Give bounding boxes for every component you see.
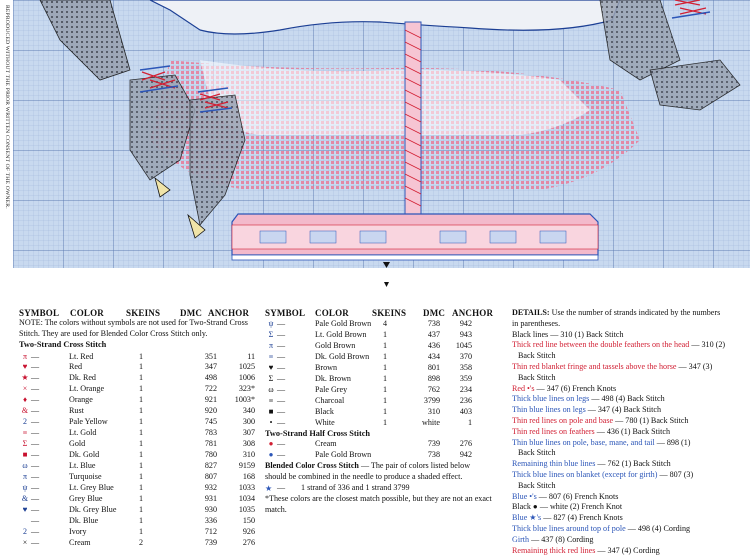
color-name: Orange [69,395,93,405]
symbol: 2 [23,526,27,536]
color-name: Gold Brown [315,340,356,350]
dash: — [31,439,40,449]
detail-line: Thin red lines on feathers — 436 (1) Back Stitch [512,426,671,436]
color-note: NOTE: The colors without symbols are not used for Two-Strand Cross Stitch. They are used for Blended Color Cross Stitch only. [19,318,248,338]
skeins: 1 [139,384,144,394]
symbol: & [21,406,29,416]
anchor-number: 323* [238,384,255,394]
header-skeins: SKEINS [126,308,161,318]
dmc-number: 921 [204,395,217,405]
dmc-number: 3799 [423,395,440,405]
symbol: • [269,417,273,427]
blended-text-2: should be combined in the needle to produce a shaded effect. [265,471,463,481]
anchor-number: 276 [242,537,255,547]
detail-line: Thin blue lines on legs — 347 (4) Back Stitch [512,405,662,415]
dash: — [31,504,40,514]
dmc-number: 351 [204,351,217,361]
header-color: COLOR [70,308,105,318]
dash: — [31,526,40,536]
dmc-number: 930 [204,504,217,514]
header-anchor-2: ANCHOR [452,308,494,318]
skeins: 1 [139,351,144,361]
skeins: 1 [383,395,388,405]
header-dmc: DMC [180,308,203,318]
dash: — [277,417,286,427]
skeins: 1 [383,373,388,383]
dmc-number: 783 [204,428,217,438]
color-name: Dk. Gold [69,450,100,460]
dash: — [277,406,286,416]
skeins: 1 [139,493,144,503]
dash: — [277,449,286,459]
color-name: Lt. Blue [69,461,96,470]
blended-row-text: 1 strand of 336 and 1 strand 3799 [301,483,410,492]
dmc-number: 762 [427,384,440,394]
color-name: Dk. Brown [315,373,351,383]
skeins: 1 [383,406,388,416]
details-intro-1: Use the number of strands indicated by the numbers [549,308,721,317]
skeins: 1 [383,417,388,427]
symbol: ● [268,449,274,459]
detail-line: Thin red lines on pole and base — 780 (1) Back Stitch [512,415,689,425]
dash: — [31,362,40,372]
dash: — [31,373,40,383]
color-name: Lt. Orange [69,384,105,394]
detail-line: Girth — 437 (8) Cording [512,534,594,544]
color-name: Lt. Gold Brown [315,329,367,339]
anchor-number: 1035 [238,504,255,514]
footnote: *These colors are the closest match possible, but they are not an exact match. [265,494,492,514]
dash: — [277,439,286,448]
anchor-number: 276 [459,439,472,448]
color-name: Rust [69,406,84,416]
dash: — [277,340,286,350]
skeins: 1 [139,482,144,492]
skeins: 1 [139,526,144,536]
color-name: Charcoal [315,395,345,405]
anchor-number: 943 [459,329,472,339]
anchor-number: 9159 [238,461,255,470]
anchor-number: 359 [459,373,472,383]
color-name: White [315,417,335,427]
header-skeins-2: SKEINS [372,308,407,318]
skeins: 1 [139,362,144,372]
blended-title: Blended Color Cross Stitch [265,461,359,470]
dmc-number: 436 [427,340,440,350]
skeins: 1 [139,515,144,525]
color-name: Pale Grey [315,384,348,394]
symbol: ≡ [268,395,274,405]
symbol: ♥ [22,362,28,372]
anchor-number: 234 [459,384,472,394]
dmc-number: 310 [427,406,440,416]
dash: — [31,428,40,438]
detail-line: Back Stitch [518,351,556,361]
dmc-number: 738 [427,449,440,459]
color-name: Cream [315,439,337,448]
color-name: Pale Gold Brown [315,319,372,328]
symbol: ■ [268,406,274,416]
anchor-number: 358 [459,362,472,372]
symbol: ♦ [22,395,28,405]
anchor-number: 1033 [238,482,255,492]
symbol: × [22,537,28,547]
blended-description [265,461,505,482]
dash: — [31,515,40,525]
skeins: 1 [383,329,388,339]
details-title: DETAILS: [512,308,550,317]
skeins: 1 [383,384,388,394]
dash: — [277,373,286,383]
detail-line: Back Stitch [518,480,556,490]
color-name: Pale Yellow [69,417,108,427]
detail-line: Thin red blanket fringe and tassels above the horse — 347 (3) [512,361,713,371]
dmc-number: 780 [204,450,217,460]
symbol: ★ [21,373,29,383]
anchor-number: 307 [242,428,255,438]
anchor-number: 1034 [238,493,255,503]
color-name: Lt. Red [69,351,94,361]
dmc-number: 498 [204,373,217,383]
dash: — [277,384,286,394]
detail-line: Back Stitch [518,372,556,382]
symbol: ≡ [22,428,28,438]
dash: — [31,461,40,470]
symbol: ♥ [22,504,28,514]
detail-line: Thick red line between the double feathers on the head — 310 (2) [512,340,726,350]
skeins: 2 [139,537,144,547]
dmc-number: 781 [204,439,217,449]
color-name: Brown [315,362,338,372]
detail-line: Blue ★'s — 827 (4) French Knots [512,513,623,523]
skeins: 1 [383,351,388,361]
header-dmc-2: DMC [423,308,446,318]
anchor-number: 942 [459,319,472,328]
symbol: & [21,493,29,503]
symbol: Σ [268,373,274,383]
color-name: Turquoise [69,471,102,481]
header-anchor: ANCHOR [208,308,250,318]
dmc-number: 738 [427,319,440,328]
symbol: × [22,384,28,394]
skeins: 1 [139,395,144,405]
dash: — [31,450,40,460]
symbol: ■ [22,450,28,460]
copyright-vertical-text: REPRODUCED WITHOUT THE PRIOR WRITTEN CONSENT OF THE OWNER. [4,5,10,209]
color-name: Pale Gold Brown [315,449,372,459]
detail-line: Black lines — 310 (1) Back Stitch [512,329,624,339]
dmc-number: 827 [204,461,217,470]
dash: — [277,362,286,372]
skeins: 1 [139,373,144,383]
skeins: 1 [139,439,144,449]
dash: — [31,493,40,503]
header-color-2: COLOR [315,308,350,318]
symbol: Σ [22,439,28,449]
color-name: Dk. Grey Blue [69,504,117,514]
anchor-number: 310 [242,450,255,460]
detail-line: Thick blue lines on legs — 498 (4) Back Stitch [512,394,665,404]
skeins: 1 [383,362,388,372]
anchor-number: 370 [459,351,472,361]
anchor-number: 150 [242,515,255,525]
header-symbol: SYMBOL [19,308,60,318]
color-name: Red [69,362,83,372]
detail-line: Red •'s — 347 (6) French Knots [512,383,617,393]
detail-line: Remaining thin blue lines — 762 (1) Back Stitch [512,459,671,469]
dmc-number: 347 [204,362,217,372]
dash: — [277,395,286,405]
skeins: 1 [139,450,144,460]
anchor-number: 1003* [234,395,255,405]
anchor-number: 11 [247,351,255,361]
two-strand-title: Two-Strand Cross Stitch [19,340,107,349]
anchor-number: 926 [242,526,255,536]
skeins: 1 [139,471,144,481]
dash: — [31,406,40,416]
dmc-number: 722 [204,384,217,394]
detail-line: Thin blue lines on pole, base, mane, and tail — 898 (1) [512,437,691,447]
dmc-number: 932 [204,482,217,492]
half-cross-title: Two-Strand Half Cross Stitch [265,429,371,438]
symbol: ω [268,384,274,394]
color-name: Black [315,406,334,416]
dmc-number: 807 [204,471,217,481]
dash: — [277,319,286,328]
dmc-number: white [422,417,440,427]
anchor-number: 340 [242,406,255,416]
dmc-number: 898 [427,373,440,383]
dash: — [31,351,40,361]
detail-line: Back Stitch [518,448,556,458]
dmc-number: 437 [427,329,440,339]
detail-line: Thick blue lines around top of pole — 498 (4) Cording [512,523,691,533]
details-panel [512,308,748,556]
detail-line: Remaining thick red lines — 347 (4) Cording [512,545,660,555]
dmc-number: 739 [204,537,217,547]
anchor-number: 308 [242,439,255,449]
dash: — [31,384,40,394]
symbol: ≡ [268,351,274,361]
color-name: Cream [69,537,91,547]
symbol: ψ [22,482,28,492]
dash: — [31,417,40,427]
dmc-number: 920 [204,406,217,416]
dmc-number: 336 [204,515,217,525]
symbol: 2 [23,417,27,427]
dmc-number: 739 [427,439,440,448]
anchor-number: 403 [459,406,472,416]
anchor-number: 236 [459,395,472,405]
color-name: Lt. Grey Blue [69,482,114,492]
color-name: Grey Blue [69,493,103,503]
anchor-number: 1 [467,417,472,427]
symbol: π [22,351,28,361]
detail-line: Blue •'s — 807 (6) French Knots [512,491,619,501]
dash: — [277,329,286,339]
anchor-number: 942 [459,449,472,459]
dmc-number: 745 [204,417,217,427]
color-name: Gold [69,439,86,449]
skeins: 1 [383,340,388,350]
dmc-number: 801 [427,362,440,372]
anchor-number: 300 [242,417,255,427]
color-name: Lt. Gold [69,428,97,438]
dmc-number: 712 [204,526,217,536]
symbol: Σ [268,329,274,339]
skeins: 4 [383,319,388,328]
skeins: 1 [139,406,144,416]
anchor-number: 1006 [238,373,255,383]
blended-star-symbol: ★ [265,484,273,493]
anchor-number: 1045 [455,340,472,350]
dash: — [31,395,40,405]
symbol: π [268,340,274,350]
color-name: Dk. Gold Brown [315,351,370,361]
header-symbol-2: SYMBOL [265,308,306,318]
dash: — [31,482,40,492]
dash: — [31,471,40,481]
detail-line: Black ● — white (2) French Knot [512,502,623,512]
symbol: ω [22,461,28,470]
dmc-number: 931 [204,493,217,503]
dash: — [277,351,286,361]
symbol: ψ [268,319,274,328]
color-name: Dk. Blue [69,515,99,525]
color-name: Ivory [69,526,87,536]
skeins: 1 [139,504,144,514]
anchor-number: 168 [242,471,255,481]
blended-text-1: — The pair of colors listed below [358,461,471,470]
dmc-number: 434 [427,351,440,361]
symbol: π [22,471,28,481]
symbol: ♥ [268,362,274,372]
skeins: 1 [139,428,144,438]
color-name: Dk. Red [69,373,96,383]
symbol: ● [268,439,274,448]
dash: — [31,537,40,547]
anchor-number: 1025 [238,362,255,372]
details-intro-2: in parentheses. [512,318,561,328]
skeins: 1 [139,417,144,427]
skeins: 1 [139,461,144,470]
detail-line: Thick blue lines on blanket (except for girth) — 807 (3) [512,469,694,479]
